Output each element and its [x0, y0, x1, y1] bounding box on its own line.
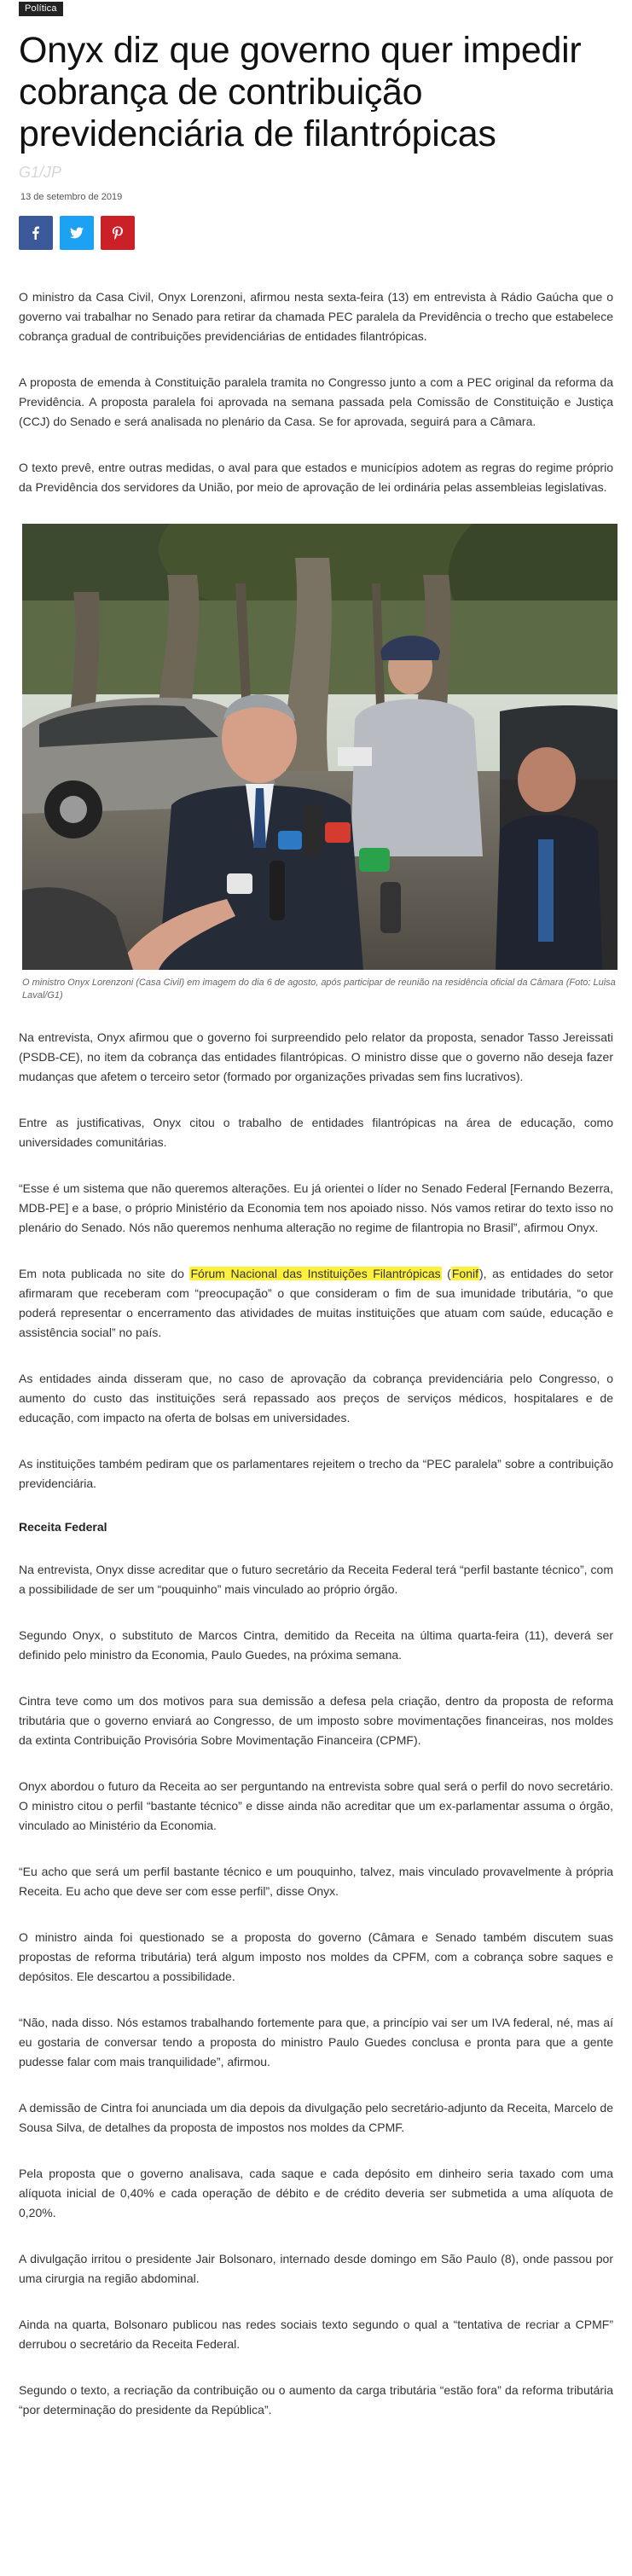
article-body — [19, 287, 616, 2420]
press-interview-photo — [22, 524, 618, 970]
paragraph: As instituições também pediram que os parlamentares rejeitem o trecho da “PEC paralela” sobre a contribuição previdenciária. — [19, 1457, 613, 1490]
paragraph: Segundo Onyx, o substituto de Marcos Cintra, demitido da Receita na última quarta-feira (11), deverá ser definido pelo ministro da Economia, Paulo Guedes, na próxima semana. — [19, 1628, 613, 1662]
pinterest-icon — [111, 226, 125, 240]
fonif-text-after: ), as entidades do setor afirmaram que receberam com “preocupação” o que consideram o fim de sua imunidade tributária, “o que poderá representar o encerramento das atividades de muitas instituições que atuam com saúde, educação e assistência social” no país. — [19, 1267, 613, 1339]
paragraph: Na entrevista, Onyx afirmou que o governo foi surpreendido pelo relator da proposta, senador Tasso Jereissati (PSDB-CE), no item da cobrança das entidades filantrópicas. O ministro disse que o governo não deseja fazer mudanças que afetem o terceiro setor (formado por organizações privadas sem fins lucrativos). — [19, 1030, 613, 1083]
category-badge[interactable]: Política — [19, 2, 63, 16]
paragraph: Segundo o texto, a recriação da contribuição ou o aumento da carga tributária “estão fora” da reforma tributária “por determinação do presidente da República”. — [19, 2383, 613, 2416]
photo-caption: O ministro Onyx Lorenzoni (Casa Civil) em imagem do dia 6 de agosto, após participar de reunião na residência oficial da Câmara (Foto: Luisa Laval/G1) — [22, 978, 616, 1001]
pinterest-share-button[interactable] — [101, 216, 135, 250]
fonif-link[interactable]: Fórum Nacional das Instituições Filantrópicas — [190, 1267, 441, 1280]
twitter-icon — [70, 226, 84, 240]
paragraph: As entidades ainda disseram que, no caso de aprovação da cobrança previdenciária pelo Congresso, o aumento do custo das instituições será repassado aos preços de serviços médicos, hospitalares e de educação, com impacto na oferta de bolsas em universidades. — [19, 1372, 613, 1424]
fonif-paren: ( — [441, 1267, 451, 1280]
paragraph: “Não, nada disso. Nós estamos trabalhando fortemente para que, a princípio vai ser um IVA federal, né, mas aí eu gostaria de conversar tendo a proposta do ministro Paulo Guedes conclusa e pronta para que a gente pudesse falar com mais tranquilidade”, afirmou. — [19, 2016, 613, 2068]
paragraph: A proposta de emenda à Constituição paralela tramita no Congresso junto a com a PEC original da reforma da Previdência. A proposta paralela foi aprovada na semana passada pela Comissão de Constituição e Justiça (CCJ) do Senado e será analisada no plenário da Casa. Se for aprovada, seguirá para a Câmara. — [19, 375, 613, 428]
twitter-share-button[interactable] — [60, 216, 94, 250]
paragraph: Ainda na quarta, Bolsonaro publicou nas redes sociais texto segundo o qual a “tentativa de recriar a CPMF” derrubou o secretário da Receita Federal. — [19, 2318, 613, 2351]
paragraph: “Esse é um sistema que não queremos alterações. Eu já orientei o líder no Senado Federal [Fernando Bezerra, MDB-PE] e a base, o próprio Ministério da Economia tem nos apoiado nisso. Nós vamos retirar do texto isso no plenário do Senado. Nós não queremos nenhuma alteração no regime de filantropia no Brasil”, afirmou Onyx. — [19, 1181, 613, 1234]
paragraph: A divulgação irritou o presidente Jair Bolsonaro, internado desde domingo em São Paulo (8), onde passou por uma cirurgia na região abdominal. — [19, 2252, 613, 2285]
paragraph: “Eu acho que será um perfil bastante técnico e um pouquinho, talvez, mais vinculado provavelmente à própria Receita. Eu acho que deve ser com esse perfil”, disse Onyx. — [19, 1865, 613, 1898]
facebook-share-button[interactable] — [19, 216, 53, 250]
paragraph: Entre as justificativas, Onyx citou o trabalho de entidades filantrópicas na área de educação, como universidades comunitárias. — [19, 1116, 613, 1149]
facebook-icon — [29, 226, 43, 240]
fonif-abbr: Fonif — [451, 1267, 478, 1280]
paragraph: O ministro ainda foi questionado se a proposta do governo (Câmara e Senado também discutem suas propostas de reforma tributária) terá algum imposto nos moldes da CPFM, com a cobrança sobre saques e depósitos. Ele descartou a possibilidade. — [19, 1930, 613, 1983]
article-figure — [22, 524, 618, 1002]
paragraph: A demissão de Cintra foi anunciada um dia depois da divulgação pelo secretário-adjunto da Receita, Marcelo de Sousa Silva, de detalhes da proposta de impostos nos moldes da CPMF. — [19, 2101, 613, 2134]
section-heading: Receita Federal — [19, 1520, 107, 1534]
article-title: Onyx diz que governo quer impedir cobrança de contribuição previdenciária de filantrópicas — [19, 30, 582, 154]
paragraph: Onyx abordou o futuro da Receita ao ser perguntando na entrevista sobre qual será o perfil do novo secretário. O ministro citou o perfil “bastante técnico” e disse ainda não acreditar que um ex-parlamentar assuma o órgão, vinculado ao Ministério da Economia. — [19, 1779, 613, 1832]
article-photo[interactable] — [22, 524, 618, 970]
fonif-paragraph — [19, 1264, 613, 1343]
article-author[interactable]: G1/JP — [19, 164, 62, 181]
share-buttons — [19, 216, 613, 250]
paragraph: Na entrevista, Onyx disse acreditar que o futuro secretário da Receita Federal terá “perfil bastante técnico”, com a possibilidade de ser um “pouquinho” mais vinculado ao próprio órgão. — [19, 1563, 613, 1596]
fonif-text-before: Em nota publicada no site do — [19, 1267, 190, 1280]
paragraph: O texto prevê, entre outras medidas, o aval para que estados e municípios adotem as regras do regime próprio da Previdência dos servidores da União, por meio de aprovação de lei ordinária pelas assembleias legislativas. — [19, 461, 613, 494]
paragraph: Pela proposta que o governo analisava, cada saque e cada depósito em dinheiro seria taxado com uma alíquota inicial de 0,40% e cada operação de débito e de crédito deveria ser submetida a uma alíquota de 0,20%. — [19, 2167, 613, 2219]
paragraph: Cintra teve como um dos motivos para sua demissão a defesa pela criação, dentro da proposta de reforma tributária que o governo enviará ao Congresso, de um imposto sobre movimentações financeiras, nos moldes da extinta Contribuição Provisória Sobre Movimentação Financeira (CPMF). — [19, 1694, 613, 1747]
paragraph: O ministro da Casa Civil, Onyx Lorenzoni, afirmou nesta sexta-feira (13) em entrevista à Rádio Gaúcha que o governo vai trabalhar no Senado para retirar da chamada PEC paralela da Previdência o trecho que estabelece cobrança gradual de contribuições previdenciárias de entidades filantrópicas. — [19, 290, 613, 343]
article-date: 13 de setembro de 2019 — [20, 192, 123, 202]
